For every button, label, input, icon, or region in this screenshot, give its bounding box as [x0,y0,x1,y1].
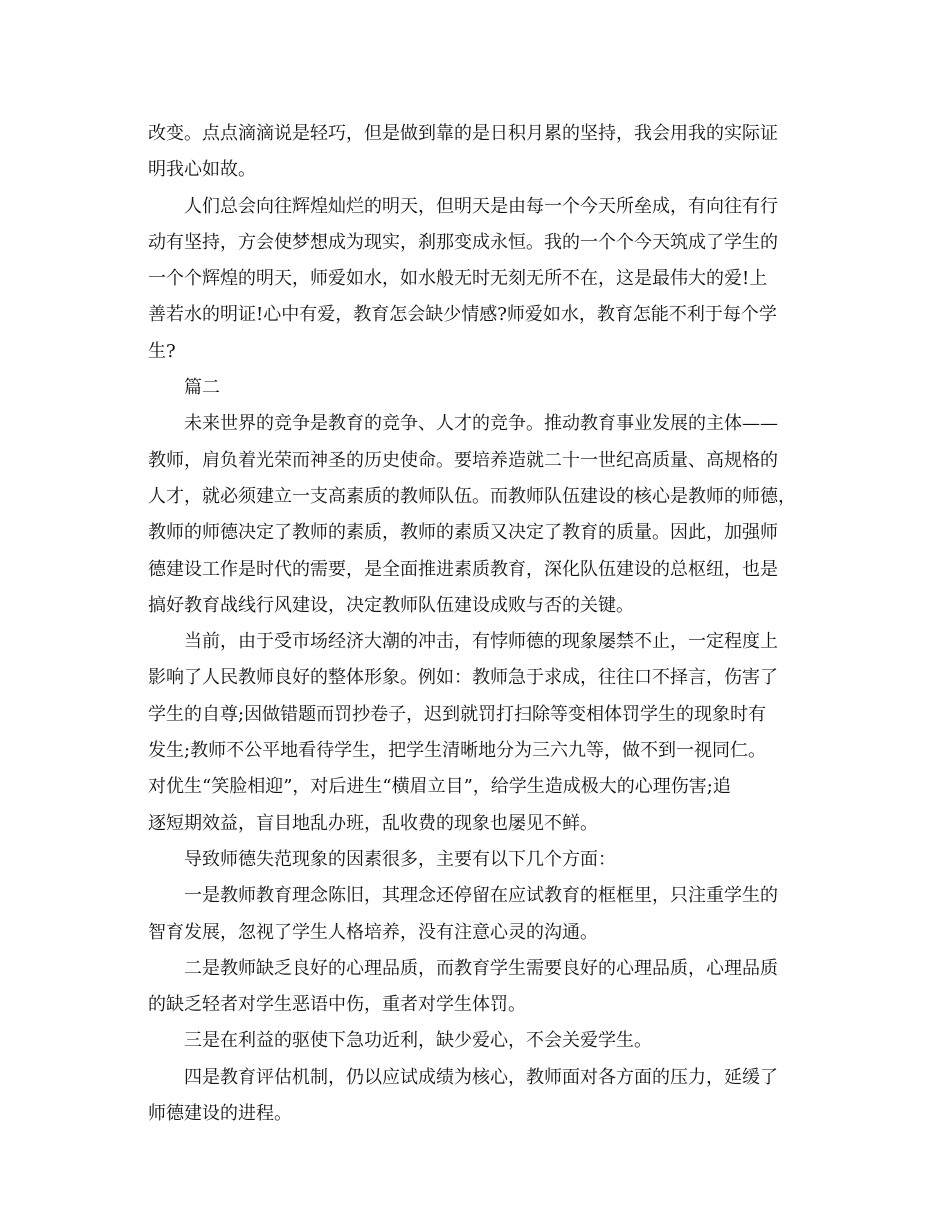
text-line-6: 善若水的明证!心中有爱，教育怎会缺少情感?师爱如水，教育怎能不利于每个学 [148,304,777,326]
text-line-4: 动有坚持，方会使梦想成为现实，刹那变成永恒。我的一个个今天筑成了学生的 [148,231,778,253]
text-line-16: 影响了人民教师良好的整体形象。例如：教师急于求成，往往口不择言，伤害了 [148,667,778,689]
text-line-3: 人们总会向往辉煌灿烂的明天，但明天是由每一个今天所垒成，有向往有行 [184,195,778,217]
text-line-7: 生? [148,340,176,362]
text-line-5: 一个个辉煌的明天，师爱如水，如水般无时无刻无所不在，这是最伟大的爱!上 [148,268,768,290]
text-line-23: 智育发展，忽视了学生人格培养，没有注意心灵的沟通。 [148,921,598,943]
text-line-21: 导致师德失范现象的因素很多，主要有以下几个方面： [184,848,616,870]
text-line-28: 师德建设的进程。 [148,1103,292,1125]
text-line-22: 一是教师教育理念陈旧，其理念还停留在应试教育的框框里，只注重学生的 [184,885,778,907]
text-line-19: 对优生“笑脸相迎”，对后进生“横眉立目”，给学生造成极大的心理伤害;追 [148,776,731,798]
text-line-18: 发生;教师不公平地看待学生，把学生清晰地分为三六九等，做不到一视同仁。 [148,740,767,762]
text-line-13: 德建设工作是时代的需要，是全面推进素质教育，深化队伍建设的总枢纽，也是 [148,558,778,580]
text-line-14: 搞好教育战线行风建设，决定教师队伍建设成败与否的关键。 [148,594,634,616]
document-body [148,116,808,1132]
text-line-26: 三是在利益的驱使下急功近利，缺少爱心，不会关爱学生。 [184,1030,652,1052]
text-line-12: 教师的师德决定了教师的素质，教师的素质又决定了教育的质量。因此，加强师 [148,522,778,544]
section-heading: 篇二 [184,377,220,399]
text-line-1: 改变。点点滴滴说是轻巧，但是做到靠的是日积月累的坚持，我会用我的实际证 [148,123,778,144]
text-line-20: 逐短期效益，盲目地乱办班，乱收费的现象也屡见不鲜。 [148,812,598,834]
text-line-24: 二是教师缺乏良好的心理品质，而教育学生需要良好的心理品质，心理品质 [184,957,778,979]
text-line-27: 四是教育评估机制，仍以应试成绩为核心，教师面对各方面的压力，延缓了 [184,1066,778,1088]
text-line-17: 学生的自尊;因做错题而罚抄卷子，迟到就罚打扫除等变相体罚学生的现象时有 [148,703,767,725]
text-line-9: 未来世界的竞争是教育的竞争、人才的竞争。推动教育事业发展的主体—— [184,413,778,435]
text-line-15: 当前，由于受市场经济大潮的冲击，有悖师德的现象屡禁不止，一定程度上 [184,631,778,653]
text-line-25: 的缺乏轻者对学生恶语中伤，重者对学生体罚。 [148,994,526,1016]
text-line-11: 人才，就必须建立一支高素质的教师队伍。而教师队伍建设的核心是教师的师德， [148,485,796,507]
text-line-2: 明我心如故。 [148,159,256,181]
text-line-10: 教师，肩负着光荣而神圣的历史使命。要培养造就二十一世纪高质量、高规格的 [148,449,778,471]
